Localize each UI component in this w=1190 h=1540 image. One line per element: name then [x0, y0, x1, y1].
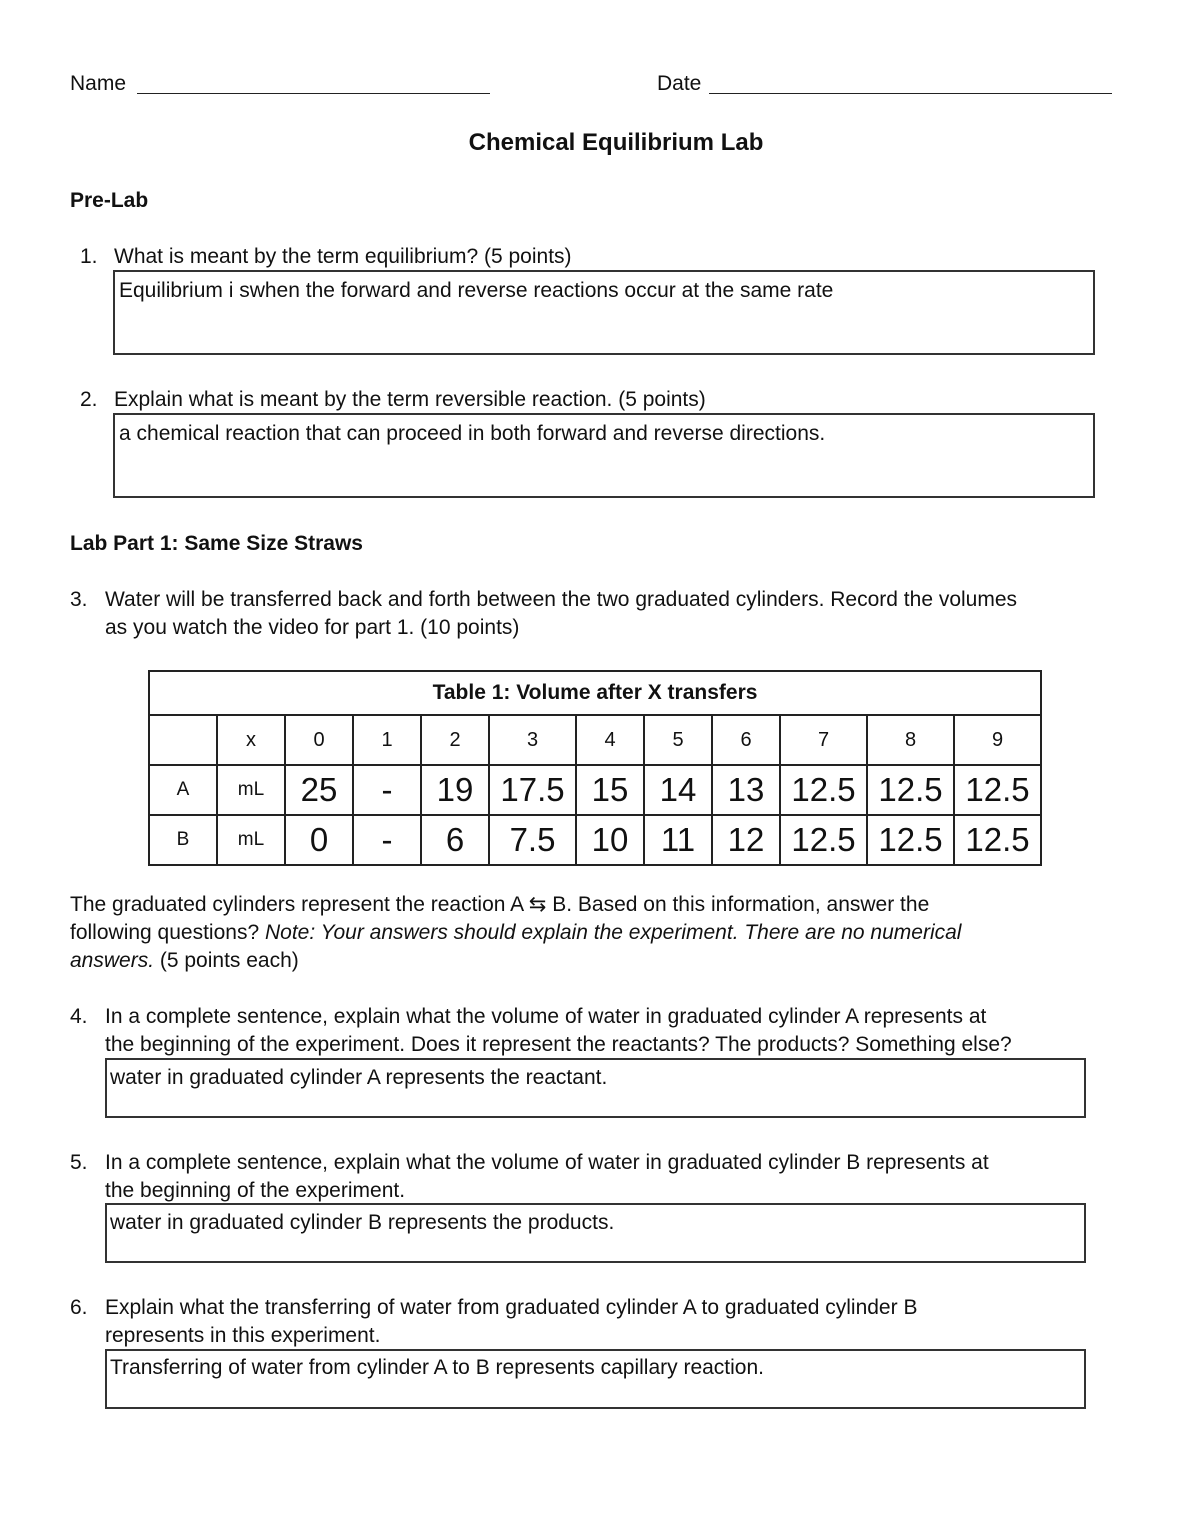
transfer-header: 9 — [954, 715, 1041, 765]
table-caption: Table 1: Volume after X transfers — [149, 671, 1041, 715]
volume-cell[interactable]: 19 — [421, 765, 489, 815]
transfer-header: 6 — [712, 715, 780, 765]
name-label: Name — [70, 72, 127, 95]
transfer-header: 0 — [285, 715, 353, 765]
transfer-header: 5 — [644, 715, 712, 765]
volume-cell[interactable]: 12.5 — [954, 815, 1041, 865]
question-number: 5. — [70, 1151, 88, 1174]
answer-5-text: water in graduated cylinder B represents the products. — [110, 1211, 615, 1234]
question-6-line1: Explain what the transferring of water from graduated cylinder A to graduated cylinder B — [105, 1296, 918, 1319]
volume-cell[interactable]: 13 — [712, 765, 780, 815]
answer-box-5[interactable] — [105, 1203, 1086, 1263]
volume-cell[interactable]: 7.5 — [489, 815, 576, 865]
answer-box-4[interactable] — [105, 1058, 1086, 1118]
question-4-line2: the beginning of the experiment. Does it represent the reactants? The products? Something else? — [105, 1033, 1012, 1056]
question-5-line1: In a complete sentence, explain what the volume of water in graduated cylinder B represents at — [105, 1151, 989, 1174]
question-4-line1: In a complete sentence, explain what the volume of water in graduated cylinder A represents at — [105, 1005, 987, 1028]
page-title: Chemical Equilibrium Lab — [468, 129, 764, 156]
transfer-header: 2 — [421, 715, 489, 765]
volume-cell[interactable]: 12.5 — [780, 765, 867, 815]
cylinder-label: B — [149, 815, 217, 865]
question-number: 2. — [80, 388, 98, 411]
date-field[interactable] — [709, 93, 1112, 94]
intro-note-end: answers. — [70, 949, 155, 972]
transfer-header: 3 — [489, 715, 576, 765]
intro-line2-plain: following questions? — [70, 921, 265, 944]
answer-2-text: a chemical reaction that can proceed in both forward and reverse directions. — [119, 422, 826, 445]
table-cell — [149, 715, 217, 765]
volume-cell[interactable]: - — [353, 815, 421, 865]
transfer-header: 4 — [576, 715, 644, 765]
volume-cell[interactable]: 12 — [712, 815, 780, 865]
question-number: 1. — [80, 245, 98, 268]
volume-cell[interactable]: 17.5 — [489, 765, 576, 815]
answer-6-text: Transferring of water from cylinder A to B represents capillary reaction. — [110, 1356, 764, 1379]
table-row — [149, 765, 1041, 815]
question-number: 4. — [70, 1005, 88, 1028]
question-2-text: Explain what is meant by the term reversible reaction. (5 points) — [114, 388, 706, 411]
transfer-header: 1 — [353, 715, 421, 765]
answer-1-text: Equilibrium i swhen the forward and reverse reactions occur at the same rate — [119, 279, 834, 302]
volume-cell[interactable]: 6 — [421, 815, 489, 865]
volume-cell[interactable]: 25 — [285, 765, 353, 815]
volume-cell[interactable]: 12.5 — [780, 815, 867, 865]
question-1-text: What is meant by the term equilibrium? (5 points) — [114, 245, 572, 268]
answer-box-1[interactable] — [113, 270, 1095, 355]
question-5-line2: the beginning of the experiment. — [105, 1179, 406, 1202]
intro-line1: The graduated cylinders represent the reaction A ⇆ B. Based on this information, answer the — [70, 893, 930, 916]
name-field[interactable] — [137, 93, 490, 94]
part1-heading: Lab Part 1: Same Size Straws — [70, 532, 363, 555]
intro-line2 — [70, 919, 961, 947]
volume-cell[interactable]: 12.5 — [867, 815, 954, 865]
question-3-line1: Water will be transferred back and forth between the two graduated cylinders. Record the volumes — [105, 588, 1018, 611]
cylinder-label: A — [149, 765, 217, 815]
transfer-header: 7 — [780, 715, 867, 765]
volume-cell[interactable]: - — [353, 765, 421, 815]
volume-cell[interactable]: 12.5 — [954, 765, 1041, 815]
volume-cell[interactable]: 0 — [285, 815, 353, 865]
intro-note: Note: Your answers should explain the experiment. There are no numerical — [264, 921, 962, 944]
volume-table — [148, 670, 1042, 866]
question-number: 6. — [70, 1296, 88, 1319]
volume-cell[interactable]: 15 — [576, 765, 644, 815]
intro-points: (5 points each) — [154, 949, 299, 972]
answer-4-text: water in graduated cylinder A represents the reactant. — [110, 1066, 608, 1089]
x-label: x — [217, 715, 285, 765]
volume-cell[interactable]: 11 — [644, 815, 712, 865]
intro-line3 — [70, 947, 299, 975]
prelab-heading: Pre-Lab — [70, 189, 149, 212]
question-number: 3. — [70, 588, 88, 611]
table-header-row — [149, 715, 1041, 765]
answer-box-2[interactable] — [113, 413, 1095, 498]
volume-cell[interactable]: 12.5 — [867, 765, 954, 815]
question-3-line2: as you watch the video for part 1. (10 points) — [105, 616, 520, 639]
question-6-line2: represents in this experiment. — [105, 1324, 381, 1347]
unit-label: mL — [217, 765, 285, 815]
transfer-header: 8 — [867, 715, 954, 765]
answer-box-6[interactable] — [105, 1349, 1086, 1409]
unit-label: mL — [217, 815, 285, 865]
date-label: Date — [657, 72, 702, 95]
volume-cell[interactable]: 10 — [576, 815, 644, 865]
volume-cell[interactable]: 14 — [644, 765, 712, 815]
table-row — [149, 815, 1041, 865]
